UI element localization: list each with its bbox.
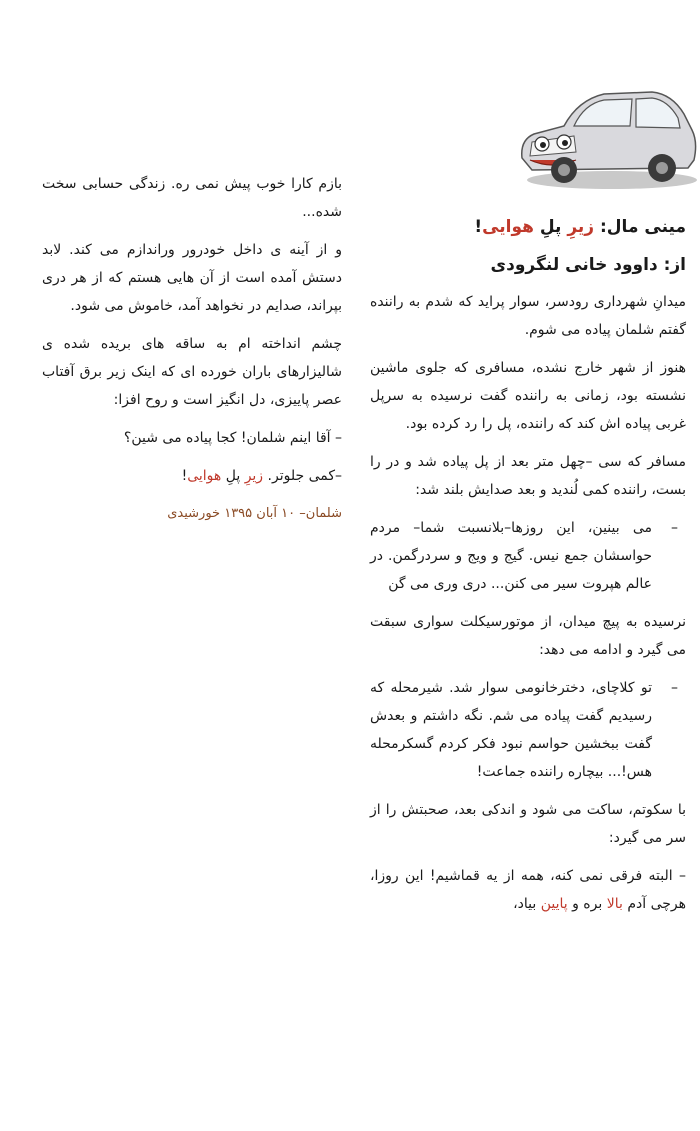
paragraph-6: – البته فرقی نمی کنه، همه از یه قماشیم! این روزا، هرچی آدم بالا بره و پایین بیاد،: [370, 868, 686, 912]
left-line-1: – آقا اینم شلمان! کجا پیاده می شین؟: [123, 430, 342, 446]
left-line-2: –کمی جلوتر. زیرِ پلِ هوایی!: [181, 468, 342, 484]
left-column: [42, 170, 342, 538]
left-paragraph-2: و از آینه ی داخل خودرور وراندازم می کند. لابد دستش آمده است از آن هایی هستم که از هر دری بپراند، صدایم در نخواهد آمد، خاموش می شود.: [42, 242, 342, 314]
paragraph-4: نرسیده به پیچ میدان، از موتورسیکلت سواری سبقت می گیرد و ادامه می دهد:: [370, 614, 686, 658]
left-paragraph-1: بازم کارا خوب پیش نمی ره. زندگی حسابی سخت شده...: [42, 176, 342, 220]
cartoon-car-icon: [512, 70, 700, 195]
dialogue-1: – می بینین، این روزها–بلانسبت شما– مردم حواسشان جمع نیس. گیج و ویج و سردرگمن. در عالم هپروت سیر می کنن... دری وری می گن: [370, 520, 678, 592]
article-title: مینی مال: زیرِ پلِ هوایی!: [474, 217, 686, 237]
author-line: از: داوود خانی لنگرودی: [490, 255, 686, 275]
paragraph-2: هنوز از شهر خارج نشده، مسافری که جلوی ماشین نشسته بود، زمانی به راننده گفت نرسیده به سرپل غربی پیاده اش کند که راننده، پل را رد کرده بود.: [370, 360, 686, 432]
right-column: [370, 212, 686, 928]
dialogue-2: – تو کلاچای، دخترخانومی سوار شد. شیرمحله که رسیدیم گفت پیاده می شم. نگه داشتم و بعدش گفت ببخشین حواسم نبود فکر کردم گسکرمحله هس!... بیچاره راننده جماعت!: [370, 680, 678, 780]
paragraph-3: مسافر که سی –چهل متر بعد از پل پیاده شد و در را بست، راننده کمی لُندید و بعد صدایش بلند شد:: [370, 454, 686, 498]
signature: شلمان– ۱۰ آبان ۱۳۹۵ خورشیدی: [167, 506, 342, 521]
paragraph-1: میدانِ شهرداری رودسر، سوار پراید که شدم به راننده گفتم شلمان پیاده می شوم.: [370, 294, 686, 338]
paragraph-5: با سکوتم، ساکت می شود و اندکی بعد، صحبتش را از سر می گیرد:: [370, 802, 686, 846]
left-paragraph-3: چشم انداخته ام به ساقه های بریده شده ی شالیزارهای باران خورده ای که اینک زیر برق آفتاب عصر پاییزی، دل انگیز است و روح افزا:: [42, 336, 342, 408]
